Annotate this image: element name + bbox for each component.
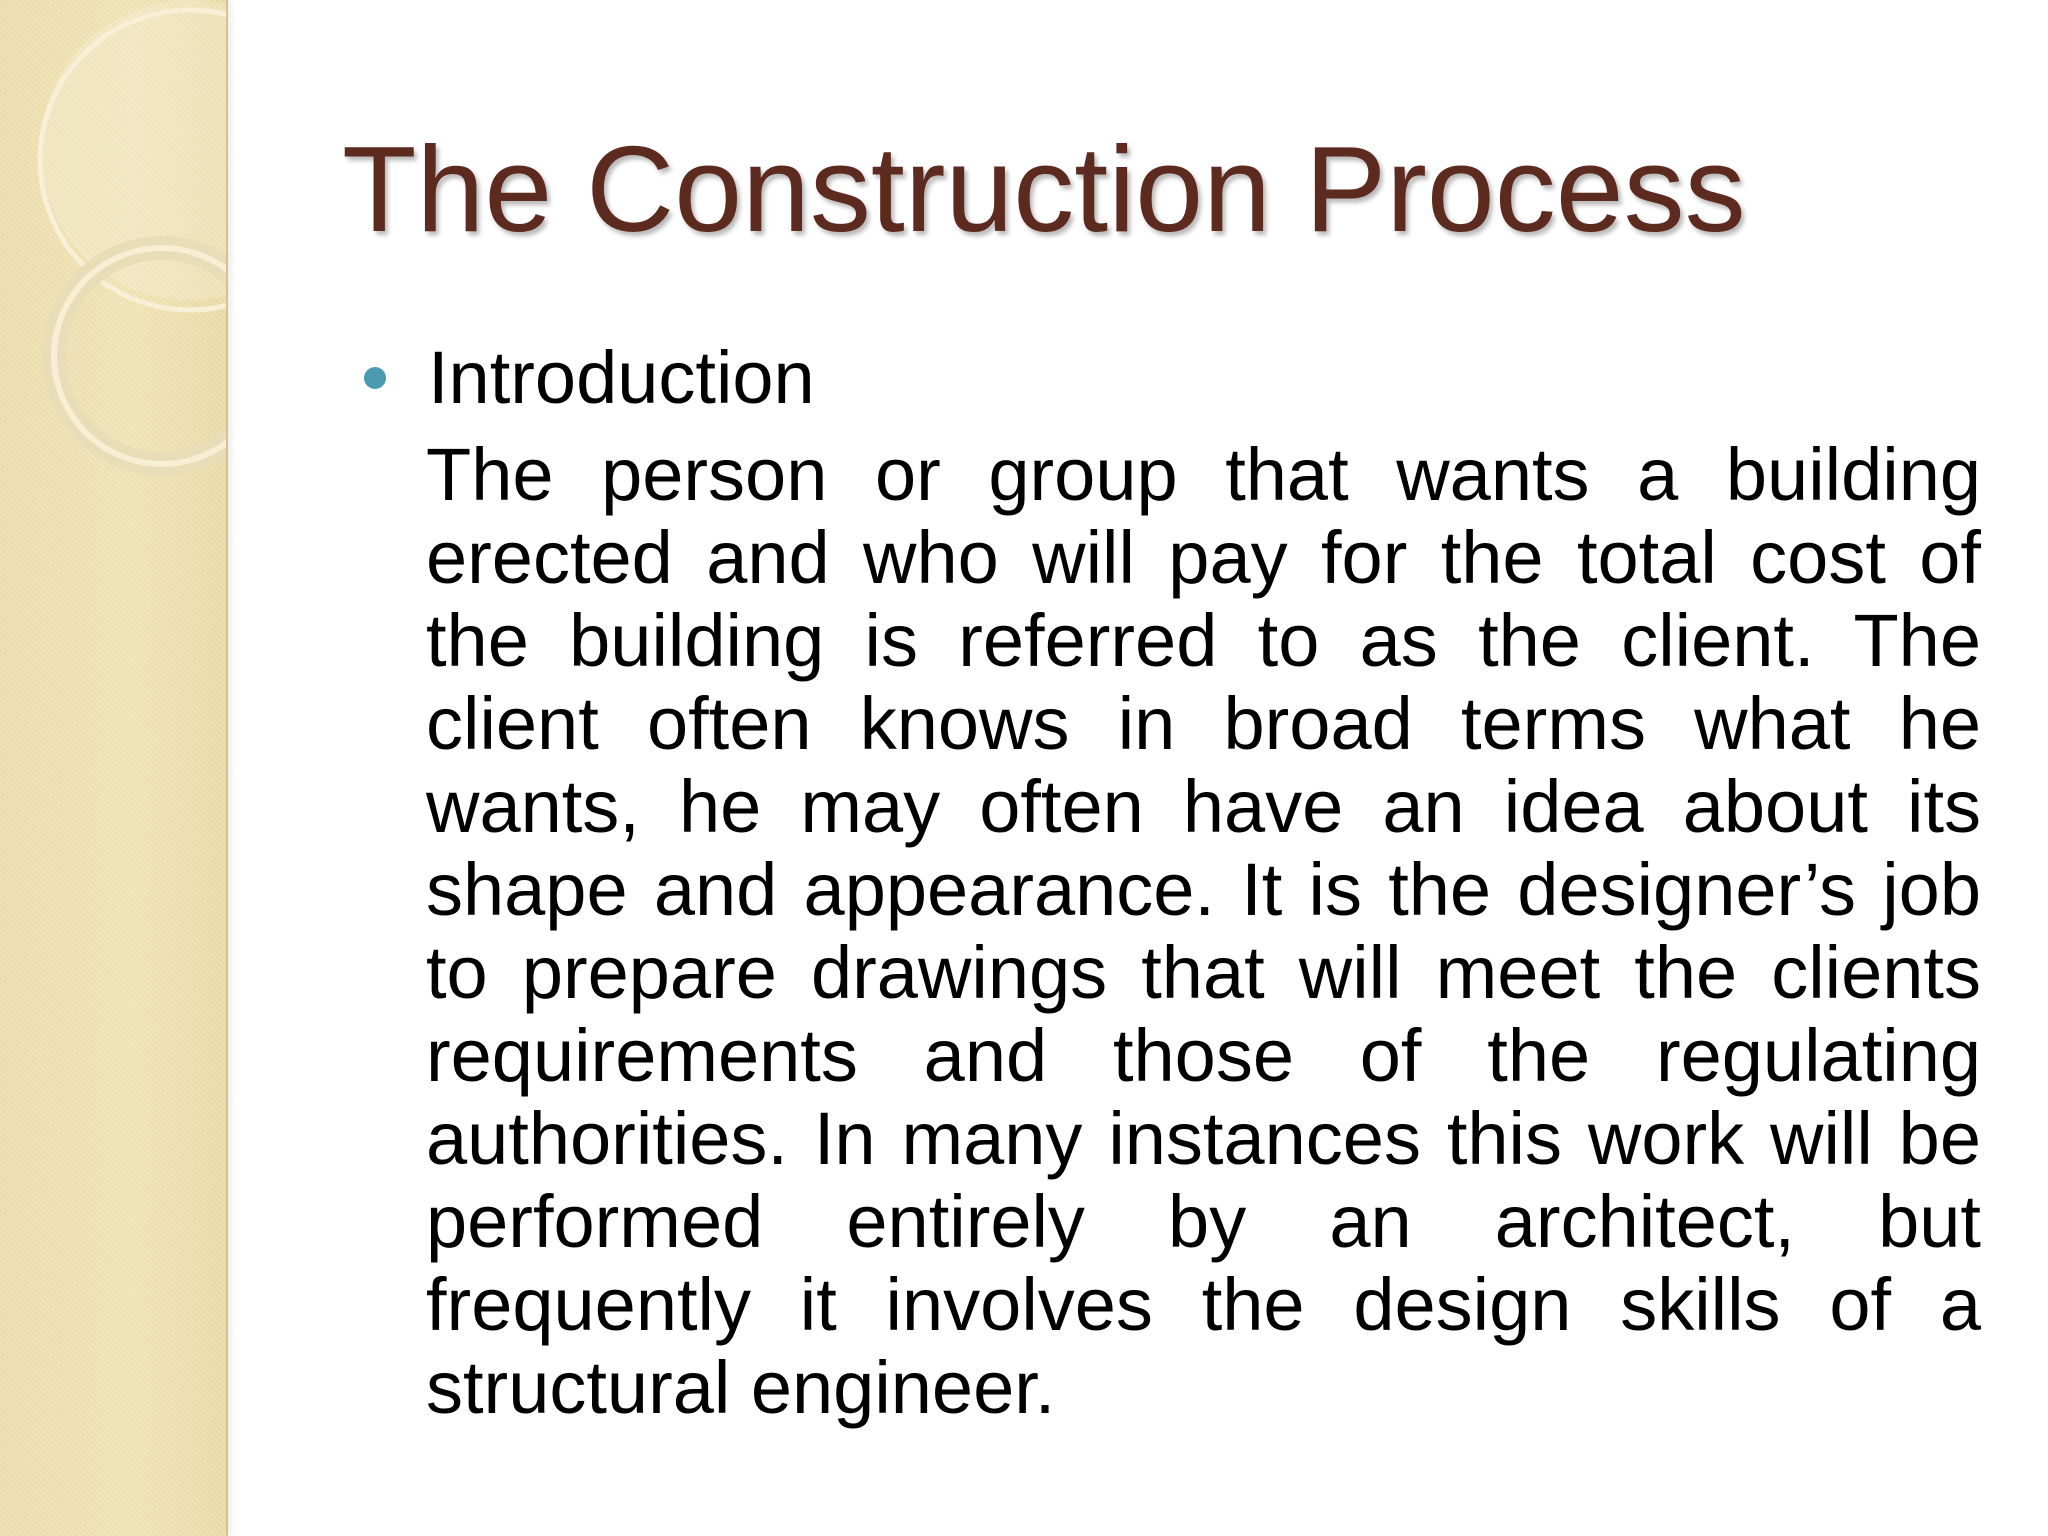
slide-title: The Construction Process (342, 121, 1746, 257)
bullet-label: Introduction (428, 336, 815, 419)
decorative-sidebar (0, 0, 228, 1536)
decorative-rings (0, 0, 226, 520)
bullet-dot-icon (364, 367, 386, 389)
body-paragraph: The person or group that wants a building erected and who will pay for the total cost of the building is referred to as the client. The client often knows in broad terms what he wants, he may often have an idea about its shape and appearance. It is the designer’s job to prepare drawings that will meet the clients requirements and those of the regulating authorities. In many instances this work will be performed entirely by an architect, but frequently it involves the design skills of a structural engineer. (426, 433, 1981, 1429)
bullet-item (364, 336, 815, 420)
